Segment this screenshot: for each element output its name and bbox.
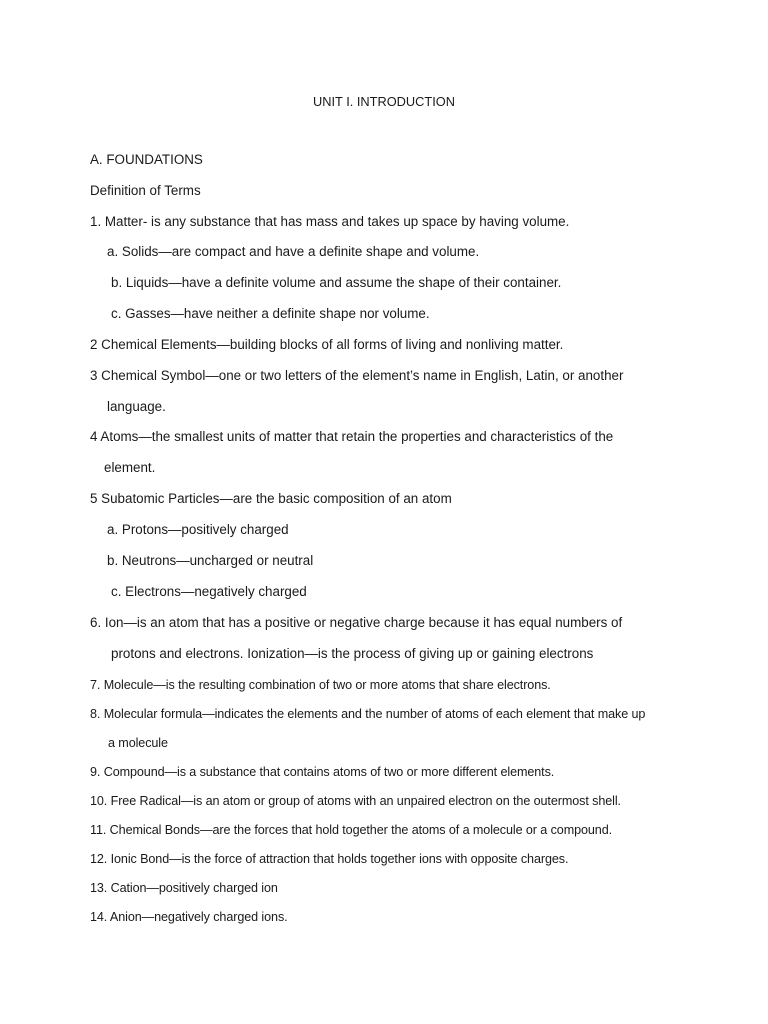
subterm-liquids: b. Liquids—have a definite volume and assume the shape of their container. — [111, 275, 562, 290]
term-chemical-symbol: 3 Chemical Symbol—one or two letters of the element’s name in English, Latin, or another — [90, 368, 624, 383]
subheading: Definition of Terms — [90, 183, 201, 198]
page-title: UNIT I. INTRODUCTION — [313, 94, 455, 109]
term-ionic-bond: 12. Ionic Bond—is the force of attraction that holds together ions with opposite charges. — [90, 852, 569, 866]
term-anion: 14. Anion—negatively charged ions. — [90, 910, 288, 924]
term-matter: 1. Matter- is any substance that has mass and takes up space by having volume. — [90, 214, 570, 229]
subterm-gasses: c. Gasses—have neither a definite shape nor volume. — [111, 306, 430, 321]
subterm-protons: a. Protons—positively charged — [107, 522, 289, 537]
term-chemical-bonds: 11. Chemical Bonds—are the forces that hold together the atoms of a molecule or a compound. — [90, 823, 613, 837]
term-chemical-elements: 2 Chemical Elements—building blocks of all forms of living and nonliving matter. — [90, 337, 564, 352]
subterm-neutrons: b. Neutrons—uncharged or neutral — [107, 553, 314, 568]
term-ion-continued: protons and electrons. Ionization—is the process of giving up or gaining electrons — [111, 646, 594, 661]
subterm-solids: a. Solids—are compact and have a definite shape and volume. — [107, 244, 480, 259]
term-cation: 13. Cation—positively charged ion — [90, 881, 278, 895]
term-free-radical: 10. Free Radical—is an atom or group of atoms with an unpaired electron on the outermost shell. — [90, 794, 621, 808]
term-molecular-formula: 8. Molecular formula—indicates the elements and the number of atoms of each element that make up — [90, 707, 646, 721]
term-atoms: 4 Atoms—the smallest units of matter that retain the properties and characteristics of the — [90, 429, 614, 444]
term-compound: 9. Compound—is a substance that contains atoms of two or more different elements. — [90, 765, 555, 779]
term-subatomic-particles: 5 Subatomic Particles—are the basic composition of an atom — [90, 491, 452, 506]
term-chemical-symbol-continued: language. — [107, 399, 166, 414]
section-heading: A. FOUNDATIONS — [90, 152, 203, 167]
subterm-electrons: c. Electrons—negatively charged — [111, 584, 307, 599]
term-molecule: 7. Molecule—is the resulting combination of two or more atoms that share electrons. — [90, 678, 551, 692]
term-atoms-continued: element. — [104, 460, 156, 475]
term-molecular-formula-continued: a molecule — [108, 736, 168, 750]
term-ion: 6. Ion—is an atom that has a positive or negative charge because it has equal numbers of — [90, 615, 623, 630]
